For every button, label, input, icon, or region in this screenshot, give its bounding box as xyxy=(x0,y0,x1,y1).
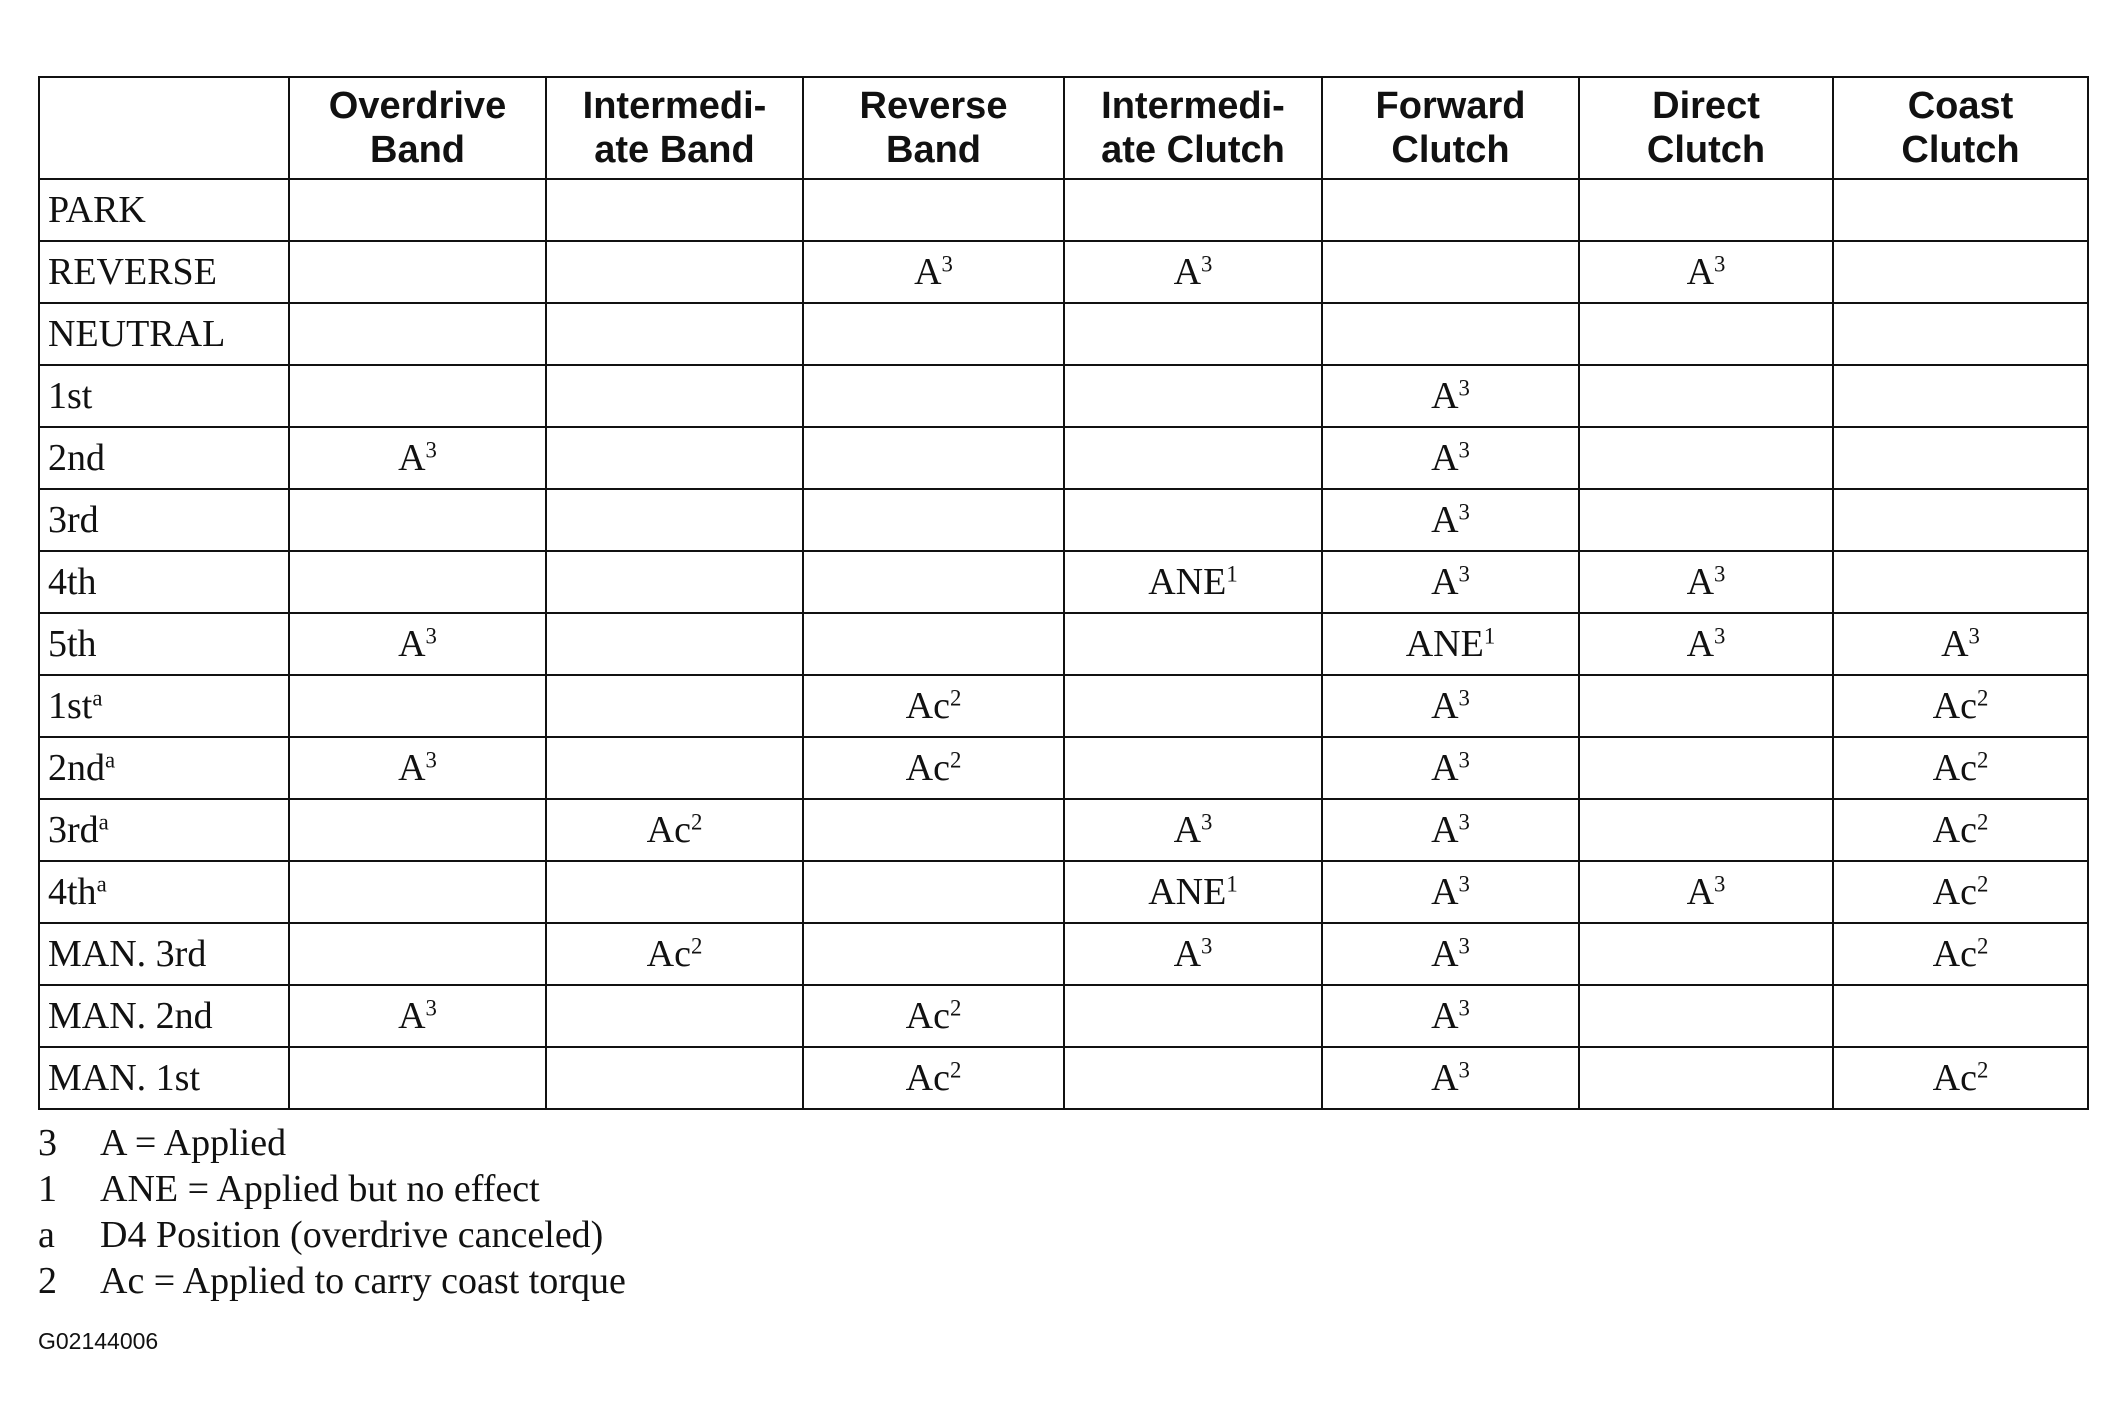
column-header xyxy=(1322,77,1579,179)
table-cell xyxy=(546,365,803,427)
row-label xyxy=(39,1047,289,1109)
table-cell xyxy=(1579,489,1833,551)
table-cell xyxy=(1833,923,2088,985)
cell-footnote: 3 xyxy=(1458,375,1470,401)
cell-footnote: 3 xyxy=(425,747,437,773)
row-label-text: 4th xyxy=(48,561,97,603)
cell-code: A xyxy=(1686,871,1715,913)
cell-code: Ac xyxy=(1932,747,1977,789)
cell-code: Ac xyxy=(905,685,950,727)
cell-footnote: 2 xyxy=(949,995,962,1021)
column-header-line: Band xyxy=(370,129,465,171)
table-cell xyxy=(1064,179,1322,241)
legend-key: 2 xyxy=(38,1260,57,1302)
table-cell xyxy=(1322,923,1579,985)
row-label xyxy=(39,241,289,303)
table-cell xyxy=(1579,303,1833,365)
table-cell xyxy=(289,241,546,303)
table-cell xyxy=(1579,675,1833,737)
column-header-line: Clutch xyxy=(1646,129,1766,171)
table-cell xyxy=(1064,923,1322,985)
table-cell xyxy=(546,1047,803,1109)
cell-code: Ac xyxy=(1932,1057,1977,1099)
legend-row xyxy=(38,1120,626,1166)
table-cell xyxy=(1064,985,1322,1047)
cell-footnote: 3 xyxy=(1458,809,1470,835)
table-cell xyxy=(803,241,1064,303)
table-row xyxy=(39,365,2088,427)
cell-code: A xyxy=(1431,1057,1459,1099)
table-cell xyxy=(289,303,546,365)
table-row xyxy=(39,799,2088,861)
table-row xyxy=(39,489,2088,551)
table-cell xyxy=(289,861,546,923)
table-cell xyxy=(1833,799,2088,861)
table-cell xyxy=(803,737,1064,799)
table-cell xyxy=(1064,613,1322,675)
table-cell xyxy=(1833,613,2088,675)
table-row xyxy=(39,923,2088,985)
table-row xyxy=(39,241,2088,303)
cell-footnote: 2 xyxy=(949,685,962,711)
cell-code: A xyxy=(1431,685,1459,727)
cell-footnote: 2 xyxy=(1976,685,1989,711)
table-cell xyxy=(1064,427,1322,489)
table-row xyxy=(39,303,2088,365)
cell-footnote: 2 xyxy=(690,809,703,835)
table-row xyxy=(39,613,2088,675)
cell-footnote: 3 xyxy=(1458,747,1470,773)
table-cell xyxy=(1322,551,1579,613)
cell-code: A xyxy=(398,437,426,479)
cell-footnote: 3 xyxy=(1714,871,1726,897)
header-row xyxy=(39,77,2088,179)
row-label xyxy=(39,551,289,613)
cell-code: A xyxy=(1431,561,1459,603)
table-cell xyxy=(1322,489,1579,551)
cell-code: A xyxy=(1173,809,1202,851)
cell-code: A xyxy=(398,623,426,665)
cell-footnote: 2 xyxy=(1976,933,1989,959)
cell-code: Ac xyxy=(646,809,691,851)
cell-footnote: 3 xyxy=(1201,251,1213,277)
table-cell xyxy=(1322,179,1579,241)
table-cell xyxy=(1322,365,1579,427)
column-header xyxy=(1833,77,2088,179)
cell-footnote: 1 xyxy=(1226,871,1238,897)
table-cell xyxy=(1064,799,1322,861)
cell-code: A xyxy=(1431,995,1459,1037)
table-cell xyxy=(1833,303,2088,365)
cell-footnote: 3 xyxy=(1458,995,1470,1021)
row-label xyxy=(39,923,289,985)
row-label xyxy=(39,613,289,675)
table-cell xyxy=(1579,427,1833,489)
cell-code: A xyxy=(398,995,426,1037)
row-label-text: 3rd xyxy=(48,809,99,851)
cell-footnote: 3 xyxy=(1458,871,1470,897)
row-label-footnote: a xyxy=(96,871,107,897)
column-header-line: Clutch xyxy=(1391,129,1510,171)
table-cell xyxy=(289,613,546,675)
table-cell xyxy=(546,675,803,737)
column-header-line: Direct xyxy=(1652,85,1760,127)
table-cell xyxy=(803,985,1064,1047)
table-cell xyxy=(1833,489,2088,551)
table-row xyxy=(39,551,2088,613)
table-cell xyxy=(1322,799,1579,861)
table-cell xyxy=(289,179,546,241)
table-cell xyxy=(289,1047,546,1109)
cell-code: Ac xyxy=(905,995,950,1037)
cell-code: ANE xyxy=(1148,561,1227,603)
row-label xyxy=(39,985,289,1047)
table-cell xyxy=(1322,1047,1579,1109)
legend-row xyxy=(38,1166,626,1212)
table-cell xyxy=(1322,427,1579,489)
table-cell xyxy=(1579,613,1833,675)
cell-footnote: 3 xyxy=(425,437,437,463)
table-row xyxy=(39,861,2088,923)
cell-code: A xyxy=(1173,933,1202,975)
cell-footnote: 3 xyxy=(1201,809,1213,835)
row-label xyxy=(39,737,289,799)
cell-code: A xyxy=(398,747,426,789)
table-cell xyxy=(546,551,803,613)
table-cell xyxy=(546,303,803,365)
table-cell xyxy=(289,985,546,1047)
table-row xyxy=(39,675,2088,737)
table-cell xyxy=(1833,985,2088,1047)
table-cell xyxy=(803,923,1064,985)
cell-footnote: 2 xyxy=(1976,747,1989,773)
header-corner xyxy=(39,77,289,179)
table-cell xyxy=(546,241,803,303)
row-label xyxy=(39,427,289,489)
cell-footnote: 3 xyxy=(1714,251,1726,277)
cell-footnote: 3 xyxy=(1714,623,1726,649)
row-label-text: 3rd xyxy=(48,499,99,541)
table-cell xyxy=(1064,241,1322,303)
row-label xyxy=(39,179,289,241)
column-header xyxy=(803,77,1064,179)
table-cell xyxy=(1064,675,1322,737)
cell-footnote: 3 xyxy=(1201,933,1213,959)
legend-key: a xyxy=(38,1214,55,1256)
row-label-text: 2nd xyxy=(48,747,105,789)
cell-code: A xyxy=(1431,933,1459,975)
table-cell xyxy=(1579,241,1833,303)
table-body xyxy=(39,179,2088,1109)
table-row xyxy=(39,427,2088,489)
table-cell xyxy=(289,923,546,985)
cell-code: ANE xyxy=(1148,871,1227,913)
table-cell xyxy=(803,427,1064,489)
cell-code: A xyxy=(1173,251,1202,293)
cell-code: Ac xyxy=(905,747,950,789)
cell-code: Ac xyxy=(646,933,691,975)
legend-key: 3 xyxy=(38,1122,57,1164)
table-cell xyxy=(546,179,803,241)
column-header-line: Forward xyxy=(1375,85,1526,127)
cell-footnote: 2 xyxy=(1976,871,1989,897)
row-label-text: MAN. 3rd xyxy=(48,933,207,975)
row-label-text: NEUTRAL xyxy=(48,313,226,355)
cell-footnote: 3 xyxy=(1458,685,1470,711)
legend-text: ANE = Applied but no effect xyxy=(100,1168,540,1210)
column-header-line: Reverse xyxy=(859,85,1008,127)
column-header xyxy=(289,77,546,179)
table-cell xyxy=(546,985,803,1047)
table-cell xyxy=(546,799,803,861)
cell-footnote: 3 xyxy=(1458,437,1470,463)
legend-text: Ac = Applied to carry coast torque xyxy=(100,1260,626,1302)
legend-text: D4 Position (overdrive canceled) xyxy=(100,1214,604,1256)
table-cell xyxy=(289,489,546,551)
table-cell xyxy=(1833,427,2088,489)
legend-text: A = Applied xyxy=(100,1122,287,1164)
cell-code: A xyxy=(1686,623,1715,665)
table-cell xyxy=(803,303,1064,365)
cell-code: A xyxy=(914,251,942,293)
cell-footnote: 2 xyxy=(690,933,703,959)
table-cell xyxy=(1833,241,2088,303)
table-cell xyxy=(546,489,803,551)
column-header-line: ate Clutch xyxy=(1101,129,1285,171)
cell-footnote: 3 xyxy=(941,251,953,277)
table-cell xyxy=(803,551,1064,613)
row-label-footnote: a xyxy=(98,809,109,835)
table-cell xyxy=(1579,861,1833,923)
table-cell xyxy=(1833,737,2088,799)
cell-code: A xyxy=(1941,623,1969,665)
table-row xyxy=(39,985,2088,1047)
row-label-text: MAN. 1st xyxy=(48,1057,201,1099)
table-cell xyxy=(1579,1047,1833,1109)
table-cell xyxy=(1322,985,1579,1047)
row-label xyxy=(39,489,289,551)
column-header-line: Band xyxy=(886,129,981,171)
cell-footnote: 3 xyxy=(1458,499,1470,525)
cell-footnote: 3 xyxy=(1458,1057,1470,1083)
cell-footnote: 3 xyxy=(1458,933,1470,959)
cell-footnote: 3 xyxy=(1714,561,1726,587)
cell-footnote: 2 xyxy=(949,747,962,773)
table-cell xyxy=(803,489,1064,551)
table-cell xyxy=(546,427,803,489)
table-cell xyxy=(1833,675,2088,737)
table-cell xyxy=(546,613,803,675)
row-label-footnote: a xyxy=(92,685,103,711)
cell-code: Ac xyxy=(1932,809,1977,851)
table-cell xyxy=(289,427,546,489)
column-header xyxy=(1579,77,1833,179)
table-cell xyxy=(803,799,1064,861)
table-cell xyxy=(1064,489,1322,551)
table-cell xyxy=(1064,551,1322,613)
cell-footnote: 2 xyxy=(949,1057,962,1083)
cell-code: A xyxy=(1431,499,1459,541)
column-header-line: ate Band xyxy=(594,129,755,171)
table-cell xyxy=(803,365,1064,427)
row-label-text: 2nd xyxy=(48,437,105,479)
legend xyxy=(38,1120,626,1304)
cell-code: Ac xyxy=(1932,933,1977,975)
cell-footnote: 3 xyxy=(1458,561,1470,587)
cell-code: A xyxy=(1686,251,1715,293)
table-cell xyxy=(1579,737,1833,799)
row-label xyxy=(39,303,289,365)
table-cell xyxy=(803,613,1064,675)
cell-footnote: 1 xyxy=(1483,623,1496,649)
cell-code: ANE xyxy=(1405,623,1484,665)
table-cell xyxy=(1322,613,1579,675)
row-label-text: 1st xyxy=(48,375,93,417)
table-cell xyxy=(1833,179,2088,241)
table-cell xyxy=(289,551,546,613)
table-cell xyxy=(1579,551,1833,613)
cell-code: Ac xyxy=(1932,871,1977,913)
table-cell xyxy=(1833,551,2088,613)
table-row xyxy=(39,1047,2088,1109)
row-label-text: REVERSE xyxy=(48,251,217,293)
row-label xyxy=(39,799,289,861)
cell-footnote: 2 xyxy=(1976,1057,1989,1083)
table-row xyxy=(39,737,2088,799)
cell-footnote: 1 xyxy=(1226,561,1238,587)
column-header-line: Overdrive xyxy=(328,85,507,127)
table-cell xyxy=(1322,675,1579,737)
cell-code: A xyxy=(1431,375,1459,417)
table-cell xyxy=(289,675,546,737)
row-label xyxy=(39,365,289,427)
column-header-line: Intermedi- xyxy=(582,85,767,127)
column-header-line: Coast xyxy=(1907,85,2014,127)
row-label-text: 1st xyxy=(48,685,93,727)
table-cell xyxy=(803,179,1064,241)
table-cell xyxy=(1064,303,1322,365)
table-cell xyxy=(1322,241,1579,303)
table-cell xyxy=(289,365,546,427)
table-cell xyxy=(1064,1047,1322,1109)
table-cell xyxy=(546,737,803,799)
cell-code: Ac xyxy=(905,1057,950,1099)
table-row xyxy=(39,179,2088,241)
table-cell xyxy=(1322,861,1579,923)
table-cell xyxy=(1579,923,1833,985)
row-label-text: 4th xyxy=(48,871,97,913)
table-cell xyxy=(546,923,803,985)
table-cell xyxy=(1833,1047,2088,1109)
legend-key: 1 xyxy=(38,1168,57,1210)
legend-row xyxy=(38,1212,626,1258)
table-cell xyxy=(1322,303,1579,365)
cell-code: A xyxy=(1431,809,1459,851)
cell-code: Ac xyxy=(1932,685,1977,727)
row-label-text: PARK xyxy=(48,189,146,231)
cell-code: A xyxy=(1431,437,1459,479)
table-cell xyxy=(1833,861,2088,923)
table-cell xyxy=(1579,799,1833,861)
row-label-text: MAN. 2nd xyxy=(48,995,213,1037)
cell-code: A xyxy=(1431,747,1459,789)
table-cell xyxy=(1579,985,1833,1047)
figure-code: G02144006 xyxy=(38,1328,159,1354)
table-cell xyxy=(1064,737,1322,799)
clutch-band-application-chart xyxy=(38,76,2089,1110)
table-cell xyxy=(1064,861,1322,923)
legend-row xyxy=(38,1258,626,1304)
row-label xyxy=(39,861,289,923)
cell-footnote: 3 xyxy=(425,623,437,649)
cell-footnote: 2 xyxy=(1976,809,1989,835)
row-label-text: 5th xyxy=(48,623,97,665)
table-cell xyxy=(1579,365,1833,427)
column-header-line: Clutch xyxy=(1901,129,2020,171)
table-cell xyxy=(1064,365,1322,427)
table-cell xyxy=(1322,737,1579,799)
table-cell xyxy=(289,799,546,861)
cell-footnote: 3 xyxy=(1968,623,1980,649)
column-header-line: Intermedi- xyxy=(1101,85,1285,127)
table-cell xyxy=(1833,365,2088,427)
table-cell xyxy=(546,861,803,923)
cell-code: A xyxy=(1431,871,1459,913)
table-cell xyxy=(803,675,1064,737)
column-header xyxy=(546,77,803,179)
column-header xyxy=(1064,77,1322,179)
cell-footnote: 3 xyxy=(425,995,437,1021)
row-label-footnote: a xyxy=(105,747,116,773)
table-header xyxy=(39,77,2088,179)
table-cell xyxy=(289,737,546,799)
table-cell xyxy=(1579,179,1833,241)
cell-code: A xyxy=(1686,561,1715,603)
table-cell xyxy=(803,1047,1064,1109)
row-label xyxy=(39,675,289,737)
table-cell xyxy=(803,861,1064,923)
